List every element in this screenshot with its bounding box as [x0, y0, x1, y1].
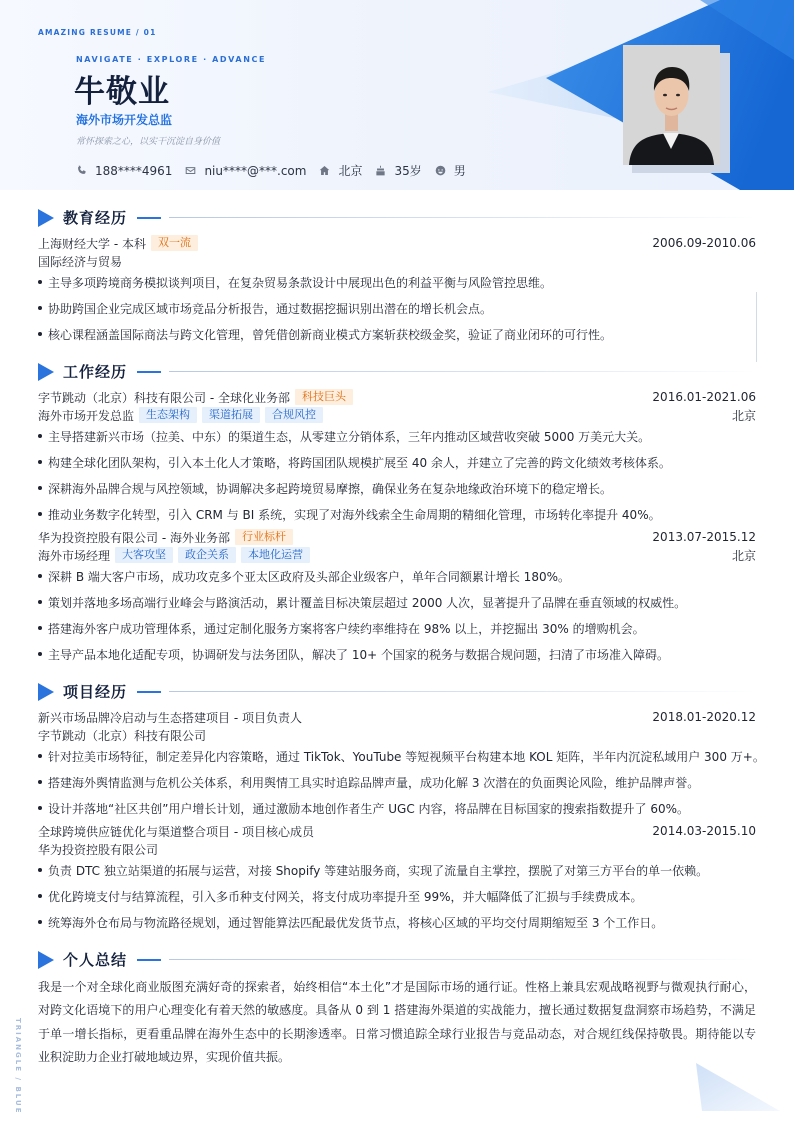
contact-email	[185, 164, 306, 178]
summary-text: 我是一个对全球化商业版图充满好奇的探索者，始终相信“本土化”才是国际市场的通行证。性格上兼具宏观战略视野与微观执行耐心，对跨文化语境下的用户心理变化有着天然的敏感度。具备从 0 到 1 搭建海外渠道的实战能力，擅长通过数据复盘洞察市场趋势，不满足于单一增长指标，更看重品牌在海外生态中的长期渗透率。日常习惯追踪全球行业报告与竞品动态，对合规红线保持敬畏。期待能以专业积淀助力企业打破地域边界，实现价值共振。	[38, 980, 756, 1064]
list-item: 主导多项跨境商务模拟谈判项目，在复杂贸易条款设计中展现出色的利益平衡与风险管控思维。	[38, 274, 758, 291]
work-location: 北京	[731, 408, 756, 423]
role-tag: 政企关系	[178, 547, 236, 563]
work-date: 2013.07-2015.12	[652, 530, 756, 544]
phone-text: 188****4961	[95, 163, 173, 178]
list-item: 针对拉美市场特征，制定差异化内容策略，通过 TikTok、YouTube 等短视频平台构建本地 KOL 矩阵，半年内沉淀私域用户 300 万+。	[38, 748, 758, 765]
candidate-name: 牛敬业	[74, 74, 170, 110]
role-tag: 大客攻坚	[115, 547, 173, 563]
phone-icon	[76, 165, 87, 176]
role-tag: 生态架构	[139, 407, 197, 423]
project-date: 2014.03-2015.10	[652, 824, 756, 838]
section-dash	[137, 217, 161, 219]
role-tag: 合规风控	[265, 407, 323, 423]
role-tag: 渠道拓展	[202, 407, 260, 423]
company-name: 字节跳动（北京）科技有限公司 - 全球化业务部	[38, 390, 290, 405]
company-name: 华为投资控股有限公司 - 海外业务部	[38, 530, 230, 545]
section-line	[169, 691, 758, 692]
top-tag: AMAZING RESUME / 01	[38, 28, 157, 37]
list-item: 协助跨国企业完成区域市场竞品分析报告，通过数据挖掘识别出潜在的增长机会点。	[38, 300, 758, 317]
work-location: 北京	[731, 548, 756, 563]
company-tag: 行业标杆	[235, 529, 293, 545]
contact-age	[375, 162, 421, 179]
list-item: 设计并落地“社区共创”用户增长计划，通过激励本地创作者生产 UGC 内容，将品牌在目标国家的搜索指数提升了 60%。	[38, 800, 758, 817]
list-item: 推动业务数字化转型，引入 CRM 与 BI 系统，实现了对海外线索全生命周期的精细化管理，市场转化率提升 40%。	[38, 506, 758, 523]
job-title: 海外市场开发总监	[76, 113, 173, 127]
triangle-icon	[38, 363, 54, 381]
list-item: 优化跨境支付与结算流程，引入多币种支付网关，将支付成功率提升至 99%，并大幅降低了汇损与手续费成本。	[38, 888, 758, 905]
gender-text: 男	[453, 164, 466, 178]
list-item: 深耕海外品牌合规与风控领域，协调解决多起跨境贸易摩擦，确保业务在复杂地缘政治环境下的稳定增长。	[38, 480, 758, 497]
gender-icon	[435, 165, 446, 176]
section-line	[169, 371, 758, 372]
home-icon	[319, 165, 330, 176]
work-company-row	[38, 389, 756, 405]
education-row	[38, 235, 756, 251]
contact-bar	[76, 162, 479, 179]
major-row	[38, 253, 756, 269]
corner-triangle-decoration	[696, 1063, 780, 1111]
list-item: 策划并落地多场高端行业峰会与路演活动，累计覆盖目标决策层超过 2000 人次，显著提升了品牌在垂直领域的权威性。	[38, 594, 758, 611]
project-org: 字节跳动（北京）科技有限公司	[38, 728, 207, 743]
divider	[756, 292, 757, 362]
project-org: 华为投资控股有限公司	[38, 842, 159, 857]
contact-city	[319, 162, 362, 179]
profile-photo	[623, 45, 720, 165]
project-org-row	[38, 841, 756, 857]
list-item: 搭建海外客户成功管理体系，通过定制化服务方案将客户续约率维持在 98% 以上，并挖掘出 30% 的增购机会。	[38, 620, 758, 637]
company-tag: 科技巨头	[295, 389, 353, 405]
triangle-icon	[38, 209, 54, 227]
list-item: 搭建海外舆情监测与危机公关体系，利用舆情工具实时追踪品牌声量，成功化解 3 次潜在的负面舆论风险，维护品牌声誉。	[38, 774, 758, 791]
school-name: 上海财经大学 - 本科	[38, 236, 146, 251]
contact-gender	[435, 162, 466, 179]
project-row	[38, 823, 756, 839]
list-item: 核心课程涵盖国际商法与跨文化管理，曾凭借创新商业模式方案斩获校级金奖，验证了商业闭环的可行性。	[38, 326, 758, 343]
city-text: 北京	[338, 164, 363, 178]
project-date: 2018.01-2020.12	[652, 710, 756, 724]
email-text: niu****@***.com	[204, 163, 307, 178]
section-dash	[137, 959, 161, 961]
section-dash	[137, 371, 161, 373]
section-title: 个人总结	[63, 951, 128, 969]
school-tag: 双一流	[151, 235, 198, 251]
section-line	[169, 959, 758, 960]
role-name: 海外市场经理	[38, 548, 111, 563]
side-watermark: TRIANGLE / BLUE	[14, 1018, 22, 1115]
contact-phone	[76, 164, 172, 178]
role-name: 海外市场开发总监	[38, 408, 135, 423]
section-title: 项目经历	[63, 683, 128, 701]
section-title: 教育经历	[63, 209, 128, 227]
work-date: 2016.01-2021.06	[652, 390, 756, 404]
list-item: 主导搭建新兴市场（拉美、中东）的渠道生态，从零建立分销体系，三年内推动区域营收突破 5000 万美元大关。	[38, 428, 758, 445]
section-header-project	[38, 681, 758, 702]
section-dash	[137, 691, 161, 693]
section-title: 工作经历	[63, 363, 128, 381]
list-item: 主导产品本地化适配专项，协调研发与法务团队，解决了 10+ 个国家的税务与数据合规问题，扫清了市场准入障碍。	[38, 646, 758, 663]
motto: 常怀探索之心，以实干沉淀自身价值	[76, 137, 221, 147]
work-company-row	[38, 529, 756, 545]
major: 国际经济与贸易	[38, 254, 123, 269]
list-item: 统筹海外仓布局与物流路径规划，通过智能算法匹配最优发货节点，将核心区域的平均交付周期缩短至 3 个工作日。	[38, 914, 758, 931]
role-tag: 本地化运营	[241, 547, 310, 563]
education-date: 2006.09-2010.06	[652, 236, 756, 250]
section-header-education	[38, 207, 758, 228]
work-role-row	[38, 407, 756, 423]
section-header-summary	[38, 949, 758, 970]
list-item: 负责 DTC 独立站渠道的拓展与运营，对接 Shopify 等建站服务商，实现了流量自主掌控，摆脱了对第三方平台的单一依赖。	[38, 862, 758, 879]
work-role-row	[38, 547, 756, 563]
list-item: 深耕 B 端大客户市场，成功攻克多个亚太区政府及头部企业级客户，单年合同额累计增长 180%。	[38, 568, 758, 585]
triangle-icon	[38, 683, 54, 701]
section-line	[169, 217, 758, 218]
nav-tag: NAVIGATE · EXPLORE · ADVANCE	[76, 55, 267, 64]
mail-icon	[185, 165, 196, 176]
project-name: 全球跨境供应链优化与渠道整合项目 - 项目核心成员	[38, 824, 314, 839]
list-item: 构建全球化团队架构，引入本土化人才策略，将跨国团队规模扩展至 40 余人，并建立了完善的跨文化绩效考核体系。	[38, 454, 758, 471]
section-header-work	[38, 361, 758, 382]
triangle-icon	[38, 951, 54, 969]
age-text: 35岁	[394, 164, 422, 178]
cake-icon	[375, 165, 386, 176]
project-name: 新兴市场品牌冷启动与生态搭建项目 - 项目负责人	[38, 710, 302, 725]
project-org-row	[38, 727, 756, 743]
project-row	[38, 709, 756, 725]
